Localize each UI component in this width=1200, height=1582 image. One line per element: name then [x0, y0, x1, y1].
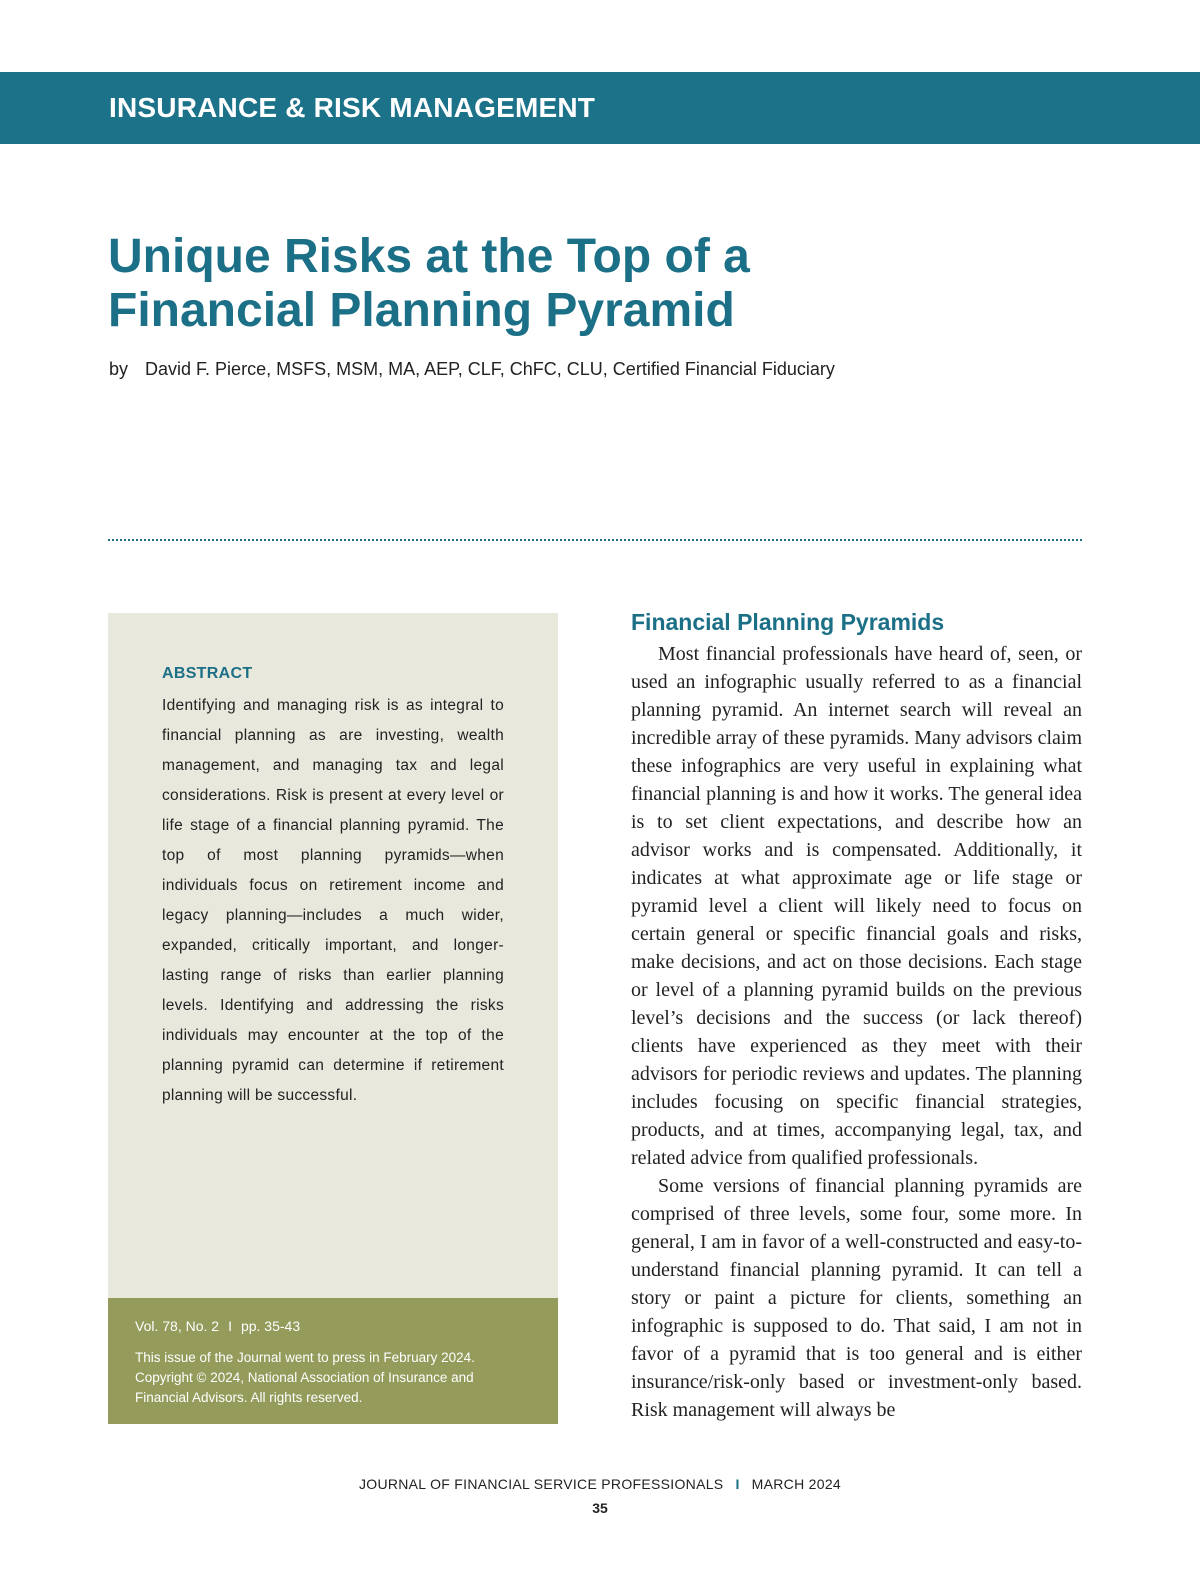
byline-prefix: by [109, 359, 129, 379]
byline [109, 359, 835, 380]
article-title [108, 230, 1008, 338]
section-heading: Financial Planning Pyramids [631, 609, 945, 635]
section-label: INSURANCE & RISK MANAGEMENT [109, 92, 596, 123]
running-footer [0, 1476, 1200, 1492]
section-banner [0, 72, 1200, 144]
page-number: 35 [592, 1500, 608, 1516]
copyright-line: Financial Advisors. All rights reserved. [135, 1390, 363, 1405]
abstract-text: Identifying and managing risk is as integral to financial planning as are investing, wealth management, and managing tax and legal considerations. Risk is present at every level or life stage of a financial planning pyramid. The top of most planning pyramids—when individuals focus on retirement income and legacy planning—includes a much wider, expanded, critically important, and longer-lasting range of risks than earlier planning levels. Identifying and addressing the risks individuals may encounter at the top of the planning pyramid can determine if retirement planning will be successful. [162, 697, 504, 1104]
body-paragraph: Most financial professionals have heard of, seen, or used an infographic usually referred to as a financial planning pyramid. An internet search will reveal an incredible array of these pyramids. Many advisors claim these infographics are very useful in explaining what financial planning is and how it works. The general idea is to set client expectations, and describe how an advisor works and is compensated. Additionally, it indicates at what approximate age or life stage or pyramid level a client will likely need to focus on certain general or specific financial goals and risks, make decisions, and act on those decisions. Each stage or level of a planning pyramid builds on the previous level’s decisions and the success (or lack thereof) clients have experienced as they meet with their advisors for periodic reviews and updates. The planning includes focusing on specific financial strategies, products, and at times, accompanying legal, tax, and related advice from qualified professionals. [631, 643, 1082, 1169]
abstract-panel [108, 613, 558, 1298]
body-paragraph: Some versions of financial planning pyramids are comprised of three levels, some four, some more. In general, I am in favor of a well-constructed and easy-to-understand financial planning pyramid. It can tell a story or paint a picture for clients, something an infographic is supposed to do. That said, I am not in favor of a pyramid that is too general and is either insurance/risk-only based or investment-only based. Risk management will always be [631, 1175, 1082, 1421]
section-divider [108, 539, 1082, 541]
copyright-line: Copyright © 2024, National Association of Insurance and [135, 1370, 474, 1385]
article-body [631, 640, 1082, 1424]
copyright-line: This issue of the Journal went to press in February 2024. [135, 1350, 475, 1365]
volume-separator: I [228, 1318, 232, 1334]
publication-info-panel [108, 1298, 558, 1424]
page-range: pp. 35-43 [240, 1318, 301, 1334]
issue-date: MARCH 2024 [751, 1476, 842, 1492]
journal-name: JOURNAL OF FINANCIAL SERVICE PROFESSIONALS [358, 1476, 724, 1492]
author-name: David F. Pierce, MSFS, MSM, MA, AEP, CLF, ChFC, CLU, Certified Financial Fiduciary [145, 359, 835, 379]
article-title-line: Financial Planning Pyramid [108, 284, 735, 337]
copyright-note [135, 1348, 535, 1408]
volume-number: Vol. 78, No. 2 [135, 1318, 220, 1334]
article-title-line: Unique Risks at the Top of a [108, 230, 750, 283]
footer-separator: I [735, 1476, 740, 1492]
volume-info [135, 1318, 300, 1334]
abstract-label: ABSTRACT [162, 665, 253, 682]
